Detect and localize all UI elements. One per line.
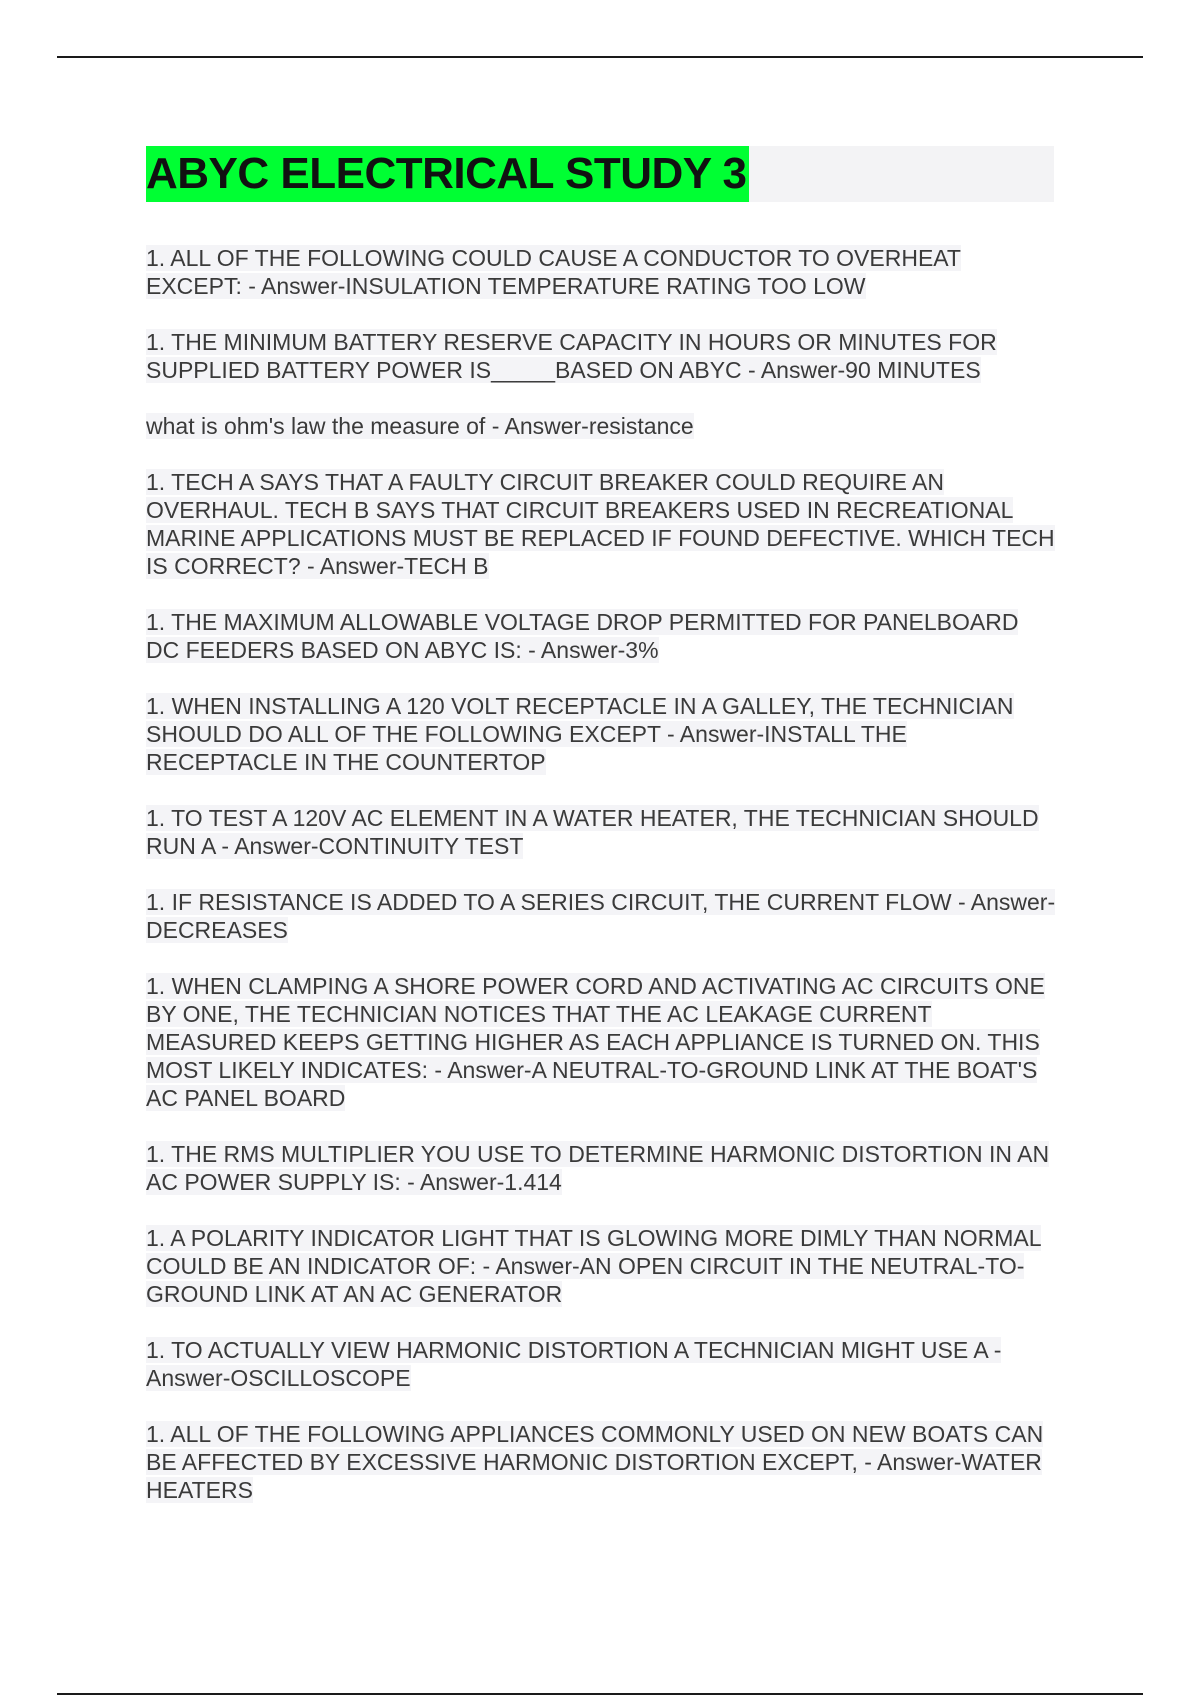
qa-item [146,608,1058,664]
qa-text: 1. WHEN CLAMPING A SHORE POWER CORD AND ACTIVATING AC CIRCUITS ONE BY ONE, THE TECHNICIAN NOTICES THAT THE AC LEAKAGE CURRENT MEASURED KEEPS GETTING HIGHER AS EACH APPLIANCE IS TURNED ON. THIS MOST LIKELY INDICATES: - Answer-A NEUTRAL-TO-GROUND LINK AT THE BOAT'S AC PANEL BOARD [146,973,1045,1111]
bottom-rule [57,1693,1143,1695]
qa-item [146,412,1058,440]
top-rule [57,56,1143,58]
qa-text: 1. TECH A SAYS THAT A FAULTY CIRCUIT BREAKER COULD REQUIRE AN OVERHAUL. TECH B SAYS THAT CIRCUIT BREAKERS USED IN RECREATIONAL MARINE APPLICATIONS MUST BE REPLACED IF FOUND DEFECTIVE. WHICH TECH IS CORRECT? - Answer-TECH B [146,469,1055,579]
qa-item [146,804,1058,860]
qa-text: 1. ALL OF THE FOLLOWING APPLIANCES COMMONLY USED ON NEW BOATS CAN BE AFFECTED BY EXCESSIVE HARMONIC DISTORTION EXCEPT, - Answer-WATER HEATERS [146,1421,1044,1503]
qa-item [146,692,1058,776]
qa-text: what is ohm's law the measure of - Answer-resistance [146,413,694,439]
title-band [146,146,1054,202]
qa-item [146,244,1058,300]
qa-item [146,468,1058,580]
qa-item [146,1224,1058,1308]
qa-text: 1. THE MAXIMUM ALLOWABLE VOLTAGE DROP PERMITTED FOR PANELBOARD DC FEEDERS BASED ON ABYC IS: - Answer-3% [146,609,1019,663]
question-list [146,244,1058,1532]
qa-item [146,1140,1058,1196]
qa-text: 1. ALL OF THE FOLLOWING COULD CAUSE A CONDUCTOR TO OVERHEAT EXCEPT: - Answer-INSULATION TEMPERATURE RATING TOO LOW [146,245,961,299]
qa-item [146,328,1058,384]
qa-text: 1. TO ACTUALLY VIEW HARMONIC DISTORTION A TECHNICIAN MIGHT USE A - Answer-OSCILLOSCOPE [146,1337,1002,1391]
qa-item [146,1420,1058,1504]
qa-text: 1. A POLARITY INDICATOR LIGHT THAT IS GLOWING MORE DIMLY THAN NORMAL COULD BE AN INDICATOR OF: - Answer-AN OPEN CIRCUIT IN THE NEUTRAL-TO-GROUND LINK AT AN AC GENERATOR [146,1225,1042,1307]
qa-text: 1. IF RESISTANCE IS ADDED TO A SERIES CIRCUIT, THE CURRENT FLOW - Answer-DECREASES [146,889,1056,943]
qa-text: 1. WHEN INSTALLING A 120 VOLT RECEPTACLE IN A GALLEY, THE TECHNICIAN SHOULD DO ALL OF THE FOLLOWING EXCEPT - Answer-INSTALL THE RECEPTACLE IN THE COUNTERTOP [146,693,1014,775]
qa-item [146,888,1058,944]
page-title: ABYC ELECTRICAL STUDY 3 [146,146,749,202]
qa-text: 1. THE RMS MULTIPLIER YOU USE TO DETERMINE HARMONIC DISTORTION IN AN AC POWER SUPPLY IS: - Answer-1.414 [146,1141,1050,1195]
qa-text: 1. TO TEST A 120V AC ELEMENT IN A WATER HEATER, THE TECHNICIAN SHOULD RUN A - Answer-CONTINUITY TEST [146,805,1039,859]
qa-item [146,1336,1058,1392]
qa-text: 1. THE MINIMUM BATTERY RESERVE CAPACITY IN HOURS OR MINUTES FOR SUPPLIED BATTERY POWER IS_____BASED ON ABYC - Answer-90 MINUTES [146,329,997,383]
qa-item [146,972,1058,1112]
